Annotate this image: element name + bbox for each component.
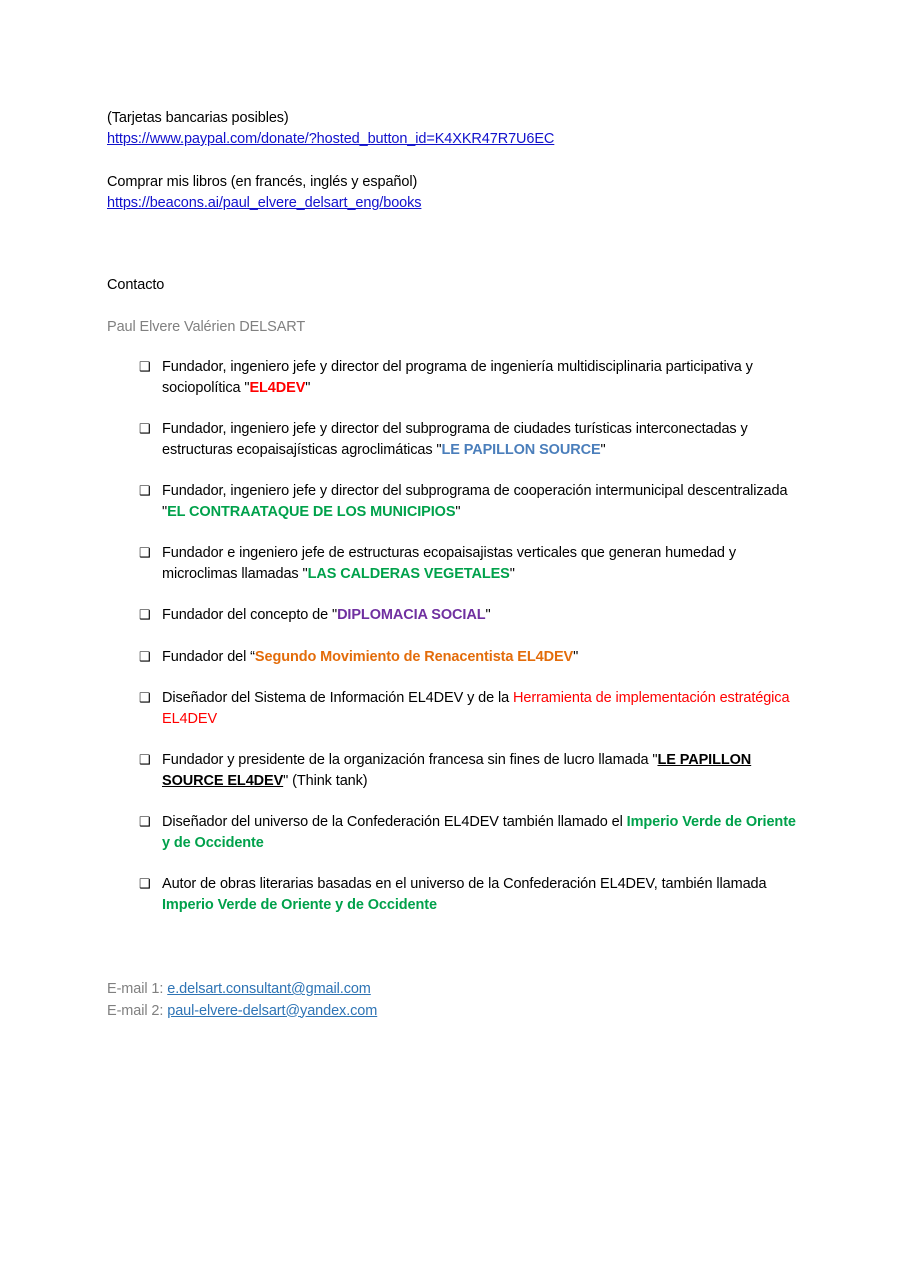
role-text-run: " [509,565,515,582]
role-text-run: Imperio Verde de Oriente y de Occidente [162,896,437,913]
square-bullet-icon: ❑ [139,421,151,436]
role-text-run: Fundador y presidente de la organización francesa sin fines de lucro llamada " [162,752,658,768]
square-bullet-icon: ❑ [139,545,151,560]
role-list-item [139,812,804,853]
role-text-run: " [573,648,579,665]
payment-note-block [107,108,554,150]
email-block [107,979,377,1022]
role-list-item [139,357,804,398]
paypal-donate-link[interactable]: https://www.paypal.com/donate/?hosted_button_id=K4XKR47R7U6EC [107,131,555,147]
role-list-item [139,605,804,626]
role-text-run: DIPLOMACIA SOCIAL [337,607,486,623]
role-text-run: Diseñador del Sistema de Información EL4DEV y de la [162,690,514,706]
books-note-block [107,172,421,214]
role-list-item [139,647,804,668]
contact-heading: Contacto [107,277,165,293]
email-row [107,1001,377,1023]
role-text-run: Fundador, ingeniero jefe y director del subprograma de cooperación intermunicipal descentralizada " [162,483,788,520]
email-address-link[interactable]: paul-elvere-delsart@yandex.com [167,1002,378,1019]
square-bullet-icon: ❑ [139,814,151,829]
email-label: E-mail 2: [107,1002,168,1019]
square-bullet-icon: ❑ [139,752,151,767]
role-text-run: " [485,607,491,623]
role-text-run: Fundador e ingeniero jefe de estructuras ecopaisajistas verticales que generan humedad y microclimas llamadas " [162,545,736,582]
square-bullet-icon: ❑ [139,483,151,498]
role-text-run: " [600,441,606,458]
role-list-item [139,543,804,584]
role-text-run: Herramienta de implementación estratégica EL4DEV [162,690,790,727]
role-text-run: Segundo Movimiento de Renacentista EL4DEV [254,648,574,665]
role-list-item-text [162,481,804,522]
square-bullet-icon: ❑ [139,359,151,374]
role-list-item-text [162,750,804,791]
role-list-item [139,874,804,915]
role-text-run: EL4DEV [249,379,306,396]
email-address-link[interactable]: e.delsart.consultant@gmail.com [167,981,371,997]
square-bullet-icon: ❑ [139,876,151,891]
role-text-run: Fundador, ingeniero jefe y director del subprograma de ciudades turísticas interconectadas y estructuras ecopaisajísticas agroclimáticas " [162,421,748,458]
person-name: Paul Elvere Valérien DELSART [107,319,306,335]
role-list-item-text [162,543,804,584]
role-text-run: Diseñador del universo de la Confederación EL4DEV también llamado el [162,814,627,830]
email-row [107,979,377,1001]
role-list-item [139,688,804,729]
square-bullet-icon: ❑ [139,648,151,664]
role-text-run: Imperio Verde de Oriente y de Occidente [162,814,796,851]
role-text-run: " [305,379,311,396]
role-text-run: Fundador, ingeniero jefe y director del programa de ingeniería multidisciplinaria participativa y sociopolítica " [162,359,753,396]
role-text-run: EL CONTRAATAQUE DE LOS MUNICIPIOS [167,503,456,520]
role-text-run: " (Think tank) [283,772,368,789]
email-label: E-mail 1: [107,981,168,997]
role-text-run: Autor de obras literarias basadas en el universo de la Confederación EL4DEV, también llamada [162,876,767,892]
role-list-item-text [162,419,804,460]
role-list-item-text [162,647,804,668]
bank-cards-note: (Tarjetas bancarias posibles) [107,110,289,126]
role-text-run: LE PAPILLON SOURCE [441,441,601,458]
role-list-item [139,419,804,460]
roles-list [139,357,804,936]
role-text-run: LE PAPILLON SOURCE EL4DEV [162,752,752,789]
role-list-item-text [162,357,804,398]
square-bullet-icon: ❑ [139,690,151,705]
role-list-item [139,750,804,791]
buy-books-note: Comprar mis libros (en francés, inglés y español) [107,174,418,190]
role-list-item-text [162,605,804,626]
role-list-item [139,481,804,522]
books-store-link[interactable]: https://beacons.ai/paul_elvere_delsart_eng/books [107,195,422,211]
role-list-item-text [162,812,804,853]
role-list-item-text [162,874,804,915]
role-list-item-text [162,688,804,729]
role-text-run: " [455,503,461,520]
role-text-run: Fundador del “ [162,648,255,665]
square-bullet-icon: ❑ [139,607,151,622]
role-text-run: Fundador del concepto de " [162,607,338,623]
role-text-run: LAS CALDERAS VEGETALES [307,565,510,582]
